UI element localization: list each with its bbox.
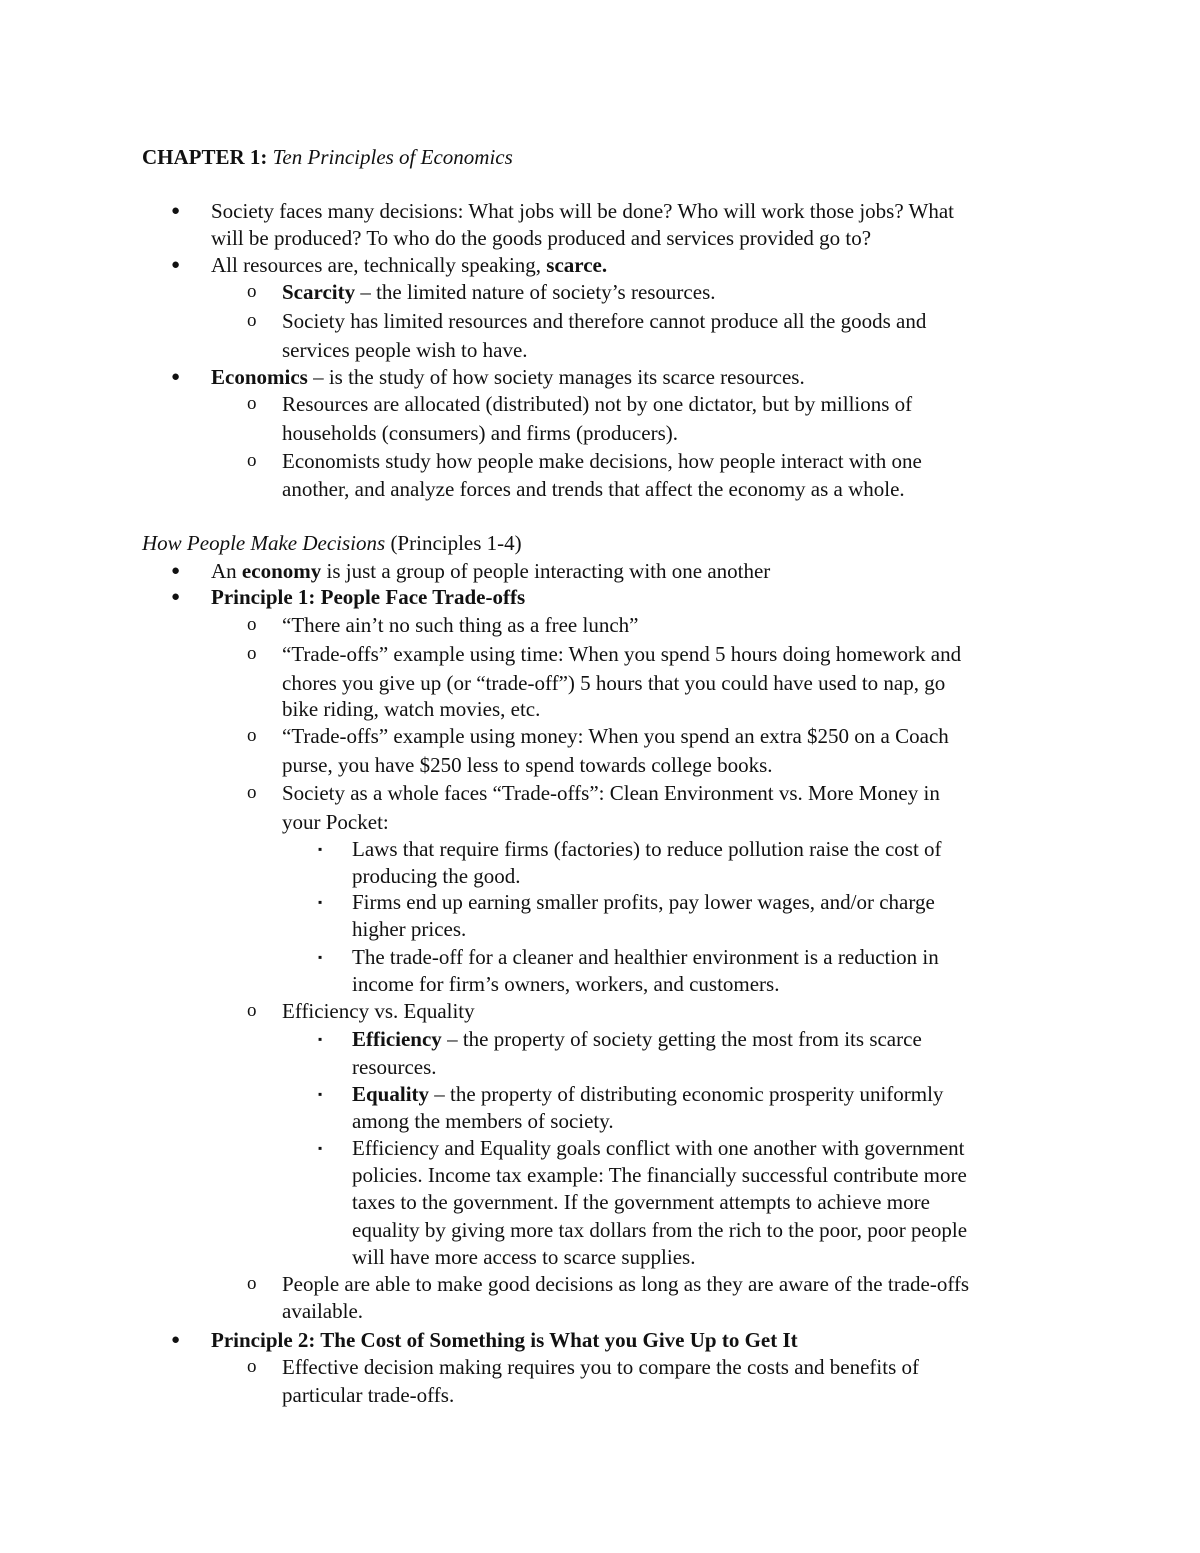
chapter-heading bbox=[142, 144, 513, 170]
list-item-text: higher prices. bbox=[352, 917, 467, 941]
list-item-text: equality by giving more tax dollars from the rich to the poor, poor people bbox=[352, 1218, 968, 1242]
section-heading: How People Make Decisions (Principles 1-4) bbox=[142, 531, 522, 555]
chapter-title: Ten Principles of Economics bbox=[272, 145, 513, 169]
list-item-text: “Trade-offs” example using time: When you spend 5 hours doing homework and bbox=[282, 642, 962, 666]
circle-marker: o bbox=[247, 782, 257, 803]
bullet-marker: ● bbox=[171, 589, 181, 605]
circle-marker: o bbox=[247, 310, 257, 331]
bullet-marker: ● bbox=[171, 1332, 181, 1348]
list-item-text: available. bbox=[282, 1299, 364, 1323]
list-item-text: Effective decision making requires you to compare the costs and benefits of bbox=[282, 1355, 919, 1379]
list-item-text: will have more access to scarce supplies. bbox=[352, 1245, 696, 1269]
circle-marker: o bbox=[247, 1000, 257, 1021]
list-item-text: The trade-off for a cleaner and healthier environment is a reduction in bbox=[352, 945, 939, 969]
bullet-marker: ● bbox=[171, 563, 181, 579]
circle-marker: o bbox=[247, 725, 257, 746]
list-item-text: particular trade-offs. bbox=[282, 1383, 455, 1407]
square-marker: ▪ bbox=[318, 1141, 323, 1155]
bullet-marker: ● bbox=[171, 257, 181, 273]
principle-1-heading: Principle 1: People Face Trade-offs bbox=[211, 585, 526, 609]
list-item-text: An economy is just a group of people interacting with one another bbox=[211, 559, 771, 583]
economics-term: Economics bbox=[211, 365, 308, 389]
list-item-text: Resources are allocated (distributed) not by one dictator, but by millions of bbox=[282, 392, 913, 416]
list-item-text: chores you give up (or “trade-off”) 5 hours that you could have used to nap, go bbox=[282, 671, 946, 695]
list-item-text: bike riding, watch movies, etc. bbox=[282, 697, 541, 721]
scarcity-term: Scarcity bbox=[282, 280, 356, 304]
circle-marker: o bbox=[247, 643, 257, 664]
scarce-term: scarce. bbox=[546, 253, 608, 277]
list-item-text: households (consumers) and firms (producers). bbox=[282, 421, 678, 445]
list-item-text: Society faces many decisions: What jobs will be done? Who will work those jobs? What bbox=[211, 199, 955, 223]
list-item-text: Economists study how people make decisions, how people interact with one bbox=[282, 449, 922, 473]
list-item-text: Economics – is the study of how society manages its scarce resources. bbox=[211, 365, 805, 389]
list-item-text: All resources are, technically speaking, scarce. bbox=[211, 253, 608, 277]
square-marker: ▪ bbox=[318, 1032, 323, 1046]
efficiency-term: Efficiency bbox=[352, 1027, 442, 1051]
list-item-text: “There ain’t no such thing as a free lunch” bbox=[282, 613, 639, 637]
circle-marker: o bbox=[247, 614, 257, 635]
list-item-text: Scarcity – the limited nature of society’s resources. bbox=[282, 280, 716, 304]
list-item-text: another, and analyze forces and trends that affect the economy as a whole. bbox=[282, 477, 905, 501]
list-item-text: Equality – the property of distributing economic prosperity uniformly bbox=[352, 1082, 944, 1106]
list-item-text: purse, you have $250 less to spend towards college books. bbox=[282, 753, 773, 777]
list-item-text: Efficiency vs. Equality bbox=[282, 999, 475, 1023]
principle-2-heading: Principle 2: The Cost of Something is What you Give Up to Get It bbox=[211, 1328, 798, 1352]
list-item-text: Efficiency – the property of society getting the most from its scarce bbox=[352, 1027, 922, 1051]
circle-marker: o bbox=[247, 1356, 257, 1377]
equality-term: Equality bbox=[352, 1082, 430, 1106]
list-item-text: resources. bbox=[352, 1055, 437, 1079]
list-item-text: Laws that require firms (factories) to reduce pollution raise the cost of bbox=[352, 837, 942, 861]
list-item-text: People are able to make good decisions as long as they are aware of the trade-offs bbox=[282, 1272, 970, 1296]
list-item-text: your Pocket: bbox=[282, 810, 389, 834]
square-marker: ▪ bbox=[318, 950, 323, 964]
bullet-marker: ● bbox=[171, 369, 181, 385]
list-item-text: policies. Income tax example: The financially successful contribute more bbox=[352, 1163, 967, 1187]
list-item-text: among the members of society. bbox=[352, 1109, 614, 1133]
bullet-marker: ● bbox=[171, 203, 181, 219]
square-marker: ▪ bbox=[318, 842, 323, 856]
list-item-text: income for firm’s owners, workers, and customers. bbox=[352, 972, 780, 996]
list-item-text: Firms end up earning smaller profits, pay lower wages, and/or charge bbox=[352, 890, 935, 914]
list-item-text: Society as a whole faces “Trade-offs”: Clean Environment vs. More Money in bbox=[282, 781, 940, 805]
list-item-text: taxes to the government. If the government attempts to achieve more bbox=[352, 1190, 930, 1214]
list-item-text: Efficiency and Equality goals conflict with one another with government bbox=[352, 1136, 965, 1160]
list-item-text: producing the good. bbox=[352, 864, 521, 888]
circle-marker: o bbox=[247, 281, 257, 302]
circle-marker: o bbox=[247, 1273, 257, 1294]
square-marker: ▪ bbox=[318, 1087, 323, 1101]
chapter-label: CHAPTER 1: bbox=[142, 145, 268, 169]
list-item-text: Society has limited resources and therefore cannot produce all the goods and bbox=[282, 309, 927, 333]
economy-term: economy bbox=[241, 559, 322, 583]
section-title: How People Make Decisions bbox=[142, 531, 386, 555]
circle-marker: o bbox=[247, 393, 257, 414]
square-marker: ▪ bbox=[318, 895, 323, 909]
circle-marker: o bbox=[247, 450, 257, 471]
list-item-text: “Trade-offs” example using money: When you spend an extra $250 on a Coach bbox=[282, 724, 949, 748]
list-item-text: will be produced? To who do the goods produced and services provided go to? bbox=[211, 226, 872, 250]
list-item-text: services people wish to have. bbox=[282, 338, 528, 362]
